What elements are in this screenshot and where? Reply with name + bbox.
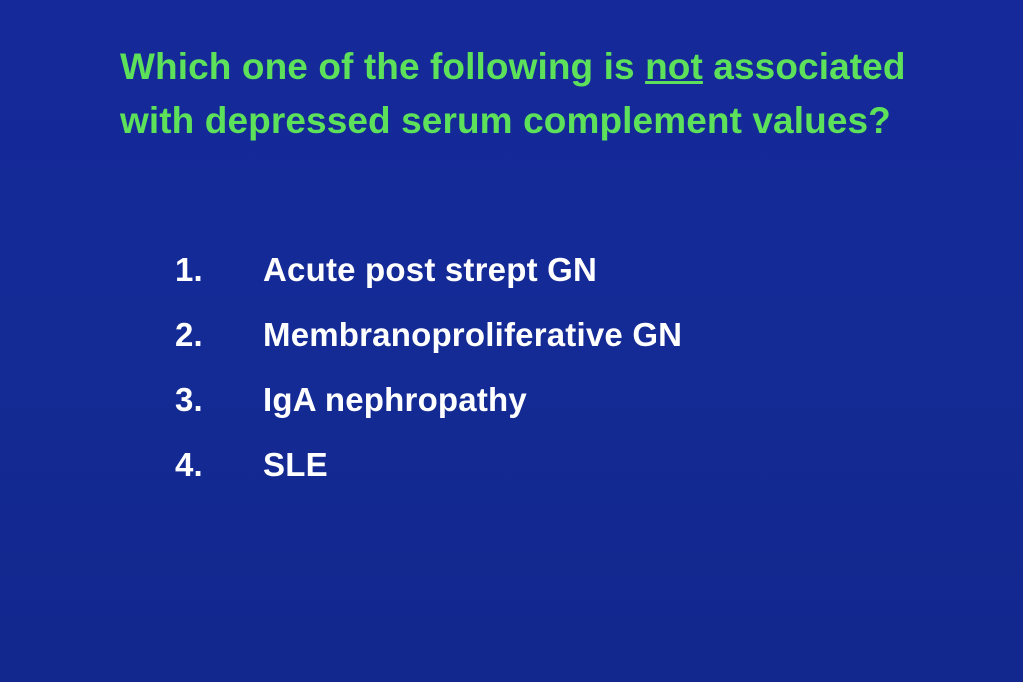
answer-label: IgA nephropathy xyxy=(263,381,527,418)
answer-number: 2. xyxy=(175,316,203,353)
list-item xyxy=(175,253,975,286)
answer-number: 3. xyxy=(175,381,203,418)
answer-label: Acute post strept GN xyxy=(263,251,598,288)
answer-number: 4. xyxy=(175,446,203,483)
list-item xyxy=(175,448,975,481)
answer-number: 1. xyxy=(175,251,203,288)
list-item xyxy=(175,318,975,351)
question-part-one: Which one of the following is xyxy=(120,46,646,87)
question-text xyxy=(120,40,910,149)
answer-label: SLE xyxy=(263,446,328,483)
question-emphasis-not: not xyxy=(645,46,703,87)
question-part-two: associated with depressed serum complement values? xyxy=(120,46,906,142)
answer-list xyxy=(175,253,975,513)
answer-label: Membranoproliferative GN xyxy=(263,316,683,353)
list-item xyxy=(175,383,975,416)
